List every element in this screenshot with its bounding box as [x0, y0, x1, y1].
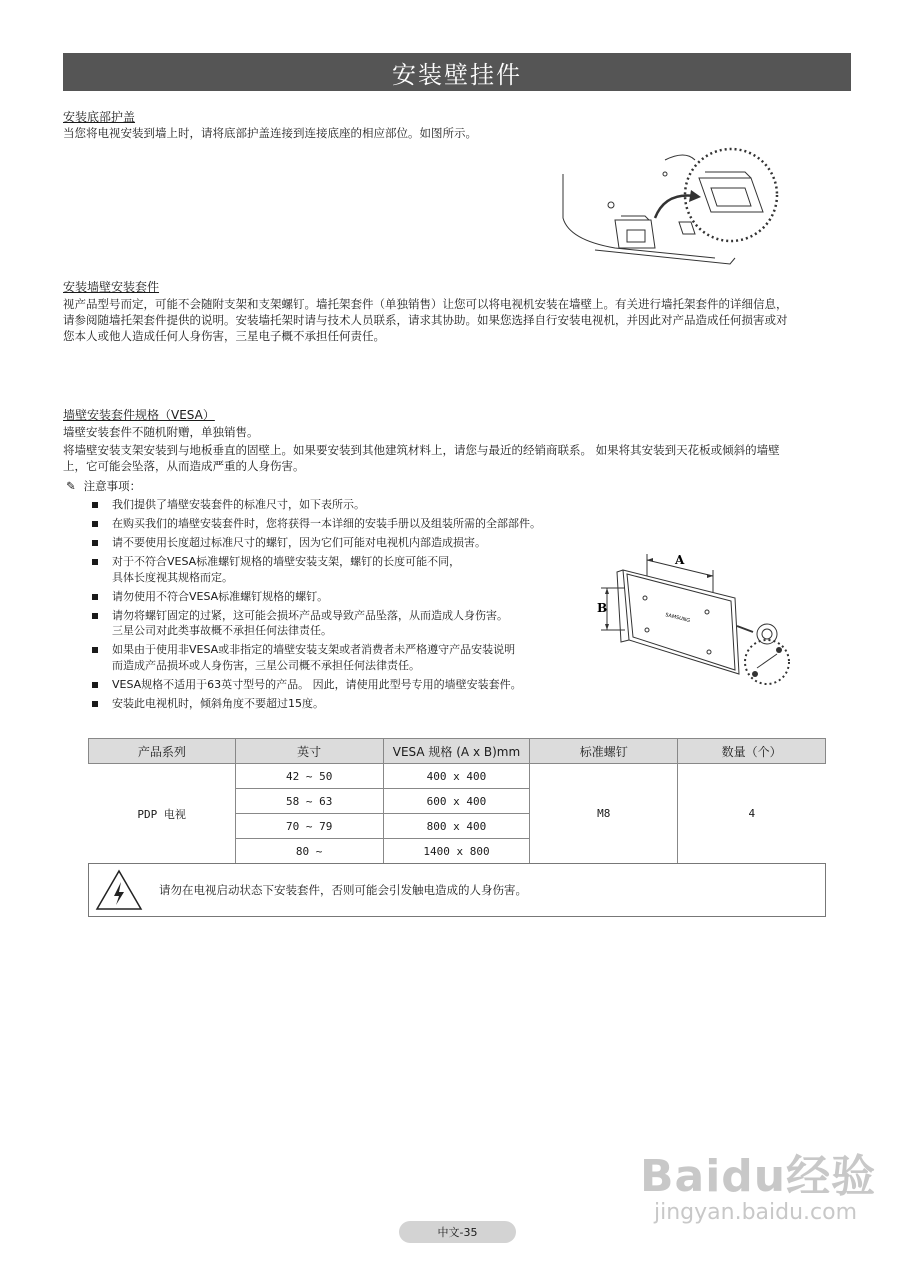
cell-inch: 80 ~: [235, 839, 383, 864]
page-number: 中文-35: [399, 1221, 516, 1243]
cell-inch: 70 ~ 79: [235, 814, 383, 839]
dimension-label-b: B: [597, 601, 608, 615]
header-inch: 英寸: [235, 739, 383, 764]
wall-kit-line-3: 您本人或他人造成任何人身伤害，三星电子概不承担任何责任。: [63, 329, 385, 343]
section-text-bottom-cover: 当您将电视安装到墙上时，请将底部护盖连接到连接底座的相应部位。如图所示。: [63, 126, 477, 140]
cell-inch: 42 ~ 50: [235, 764, 383, 789]
cell-vesa: 400 x 400: [383, 764, 530, 789]
bullet-square-icon: [92, 701, 98, 707]
baidu-watermark: [640, 1140, 876, 1225]
section-heading-wall-kit: 安装墙壁安装套件: [63, 280, 160, 294]
bullet-square-icon: [92, 613, 98, 619]
warning-box: [88, 863, 826, 917]
header-vesa: VESA 规格 (A x B)mm: [383, 739, 530, 764]
list-item: 请不要使用长度超过标准尺寸的螺钉，因为它们可能对电视机内部造成损害。: [92, 535, 592, 551]
header-qty: 数量（个）: [678, 739, 826, 764]
table-row: [89, 764, 826, 789]
cell-qty: 4: [678, 764, 826, 864]
pencil-icon: ✎: [66, 479, 76, 493]
notes-list: [92, 497, 592, 715]
cell-vesa: 600 x 400: [383, 789, 530, 814]
list-item: 安装此电视机时，倾斜角度不要超过15度。: [92, 696, 592, 712]
bottom-cover-illustration: [555, 140, 785, 270]
wall-kit-line-1: 视产品型号而定，可能不会随附支架和支架螺钉。墙托架套件（单独销售）让您可以将电视机安装在墙壁上。有关进行墙托架套件的详细信息，: [63, 297, 788, 311]
page-title: 安装壁挂件: [63, 53, 851, 91]
vesa-dimension-illustration: [595, 550, 800, 690]
list-item: 请勿将螺钉固定的过紧，这可能会损坏产品或导致产品坠落，从而造成人身伤害。 三星公司对此类事故概不承担任何法律责任。: [92, 608, 592, 639]
watermark-url: jingyan.baidu.com: [654, 1200, 858, 1225]
cell-vesa: 1400 x 800: [383, 839, 530, 864]
bullet-square-icon: [92, 502, 98, 508]
table-header-row: [89, 739, 826, 764]
vesa-line-3: 上，它可能会坠落，从而造成严重的人身伤害。: [63, 459, 305, 473]
dimension-label-a: A: [675, 553, 685, 567]
bullet-square-icon: [92, 682, 98, 688]
cell-family: PDP 电视: [89, 764, 236, 864]
section-heading-vesa: 墙壁安装套件规格（VESA）: [63, 408, 215, 422]
wall-kit-line-2: 请参阅随墙托架套件提供的说明。安装墙托架时请与技术人员联系，请求其协助。如果您选择自行安装电视机，并因此对产品造成任何损害或对: [63, 313, 788, 327]
bullet-square-icon: [92, 540, 98, 546]
list-item: 请勿使用不符合VESA标准螺钉规格的螺钉。: [92, 589, 592, 605]
vesa-line-1: 墙壁安装套件不随机附赠，单独销售。: [63, 425, 259, 439]
warning-text: 请勿在电视启动状态下安装套件，否则可能会引发触电造成的人身伤害。: [159, 883, 527, 897]
list-item: 在购买我们的墙壁安装套件时，您将获得一本详细的安装手册以及组装所需的全部部件。: [92, 516, 592, 532]
list-item: 对于不符合VESA标准螺钉规格的墙壁安装支架，螺钉的长度可能不同， 具体长度视其规格而定。: [92, 554, 592, 585]
bullet-square-icon: [92, 647, 98, 653]
electric-shock-warning-icon: [89, 865, 149, 915]
list-item: VESA规格不适用于63英寸型号的产品。 因此，请使用此型号专用的墙壁安装套件。: [92, 677, 592, 693]
vesa-line-2: 将墙壁安装支架安装到与地板垂直的固壁上。如果要安装到其他建筑材料上，请您与最近的经销商联系。 如果将其安装到天花板或倾斜的墙壁: [63, 443, 780, 457]
watermark-logo: Baidu经验: [640, 1151, 877, 1202]
bullet-square-icon: [92, 594, 98, 600]
list-item: 我们提供了墙壁安装套件的标准尺寸，如下表所示。: [92, 497, 592, 513]
cell-vesa: 800 x 400: [383, 814, 530, 839]
notes-heading: ✎ 注意事项：: [66, 479, 142, 493]
bullet-square-icon: [92, 521, 98, 527]
vesa-spec-table: [88, 738, 826, 864]
bullet-square-icon: [92, 559, 98, 565]
header-family: 产品系列: [89, 739, 236, 764]
list-item: 如果由于使用非VESA或非指定的墙壁安装支架或者消费者未严格遵守产品安装说明 而造成产品损坏或人身伤害，三星公司概不承担任何法律责任。: [92, 642, 592, 673]
cell-inch: 58 ~ 63: [235, 789, 383, 814]
cell-screw: M8: [530, 764, 678, 864]
section-heading-bottom-cover: 安装底部护盖: [63, 110, 136, 124]
brand-label: SAMSUNG: [664, 612, 691, 625]
header-screw: 标准螺钉: [530, 739, 678, 764]
